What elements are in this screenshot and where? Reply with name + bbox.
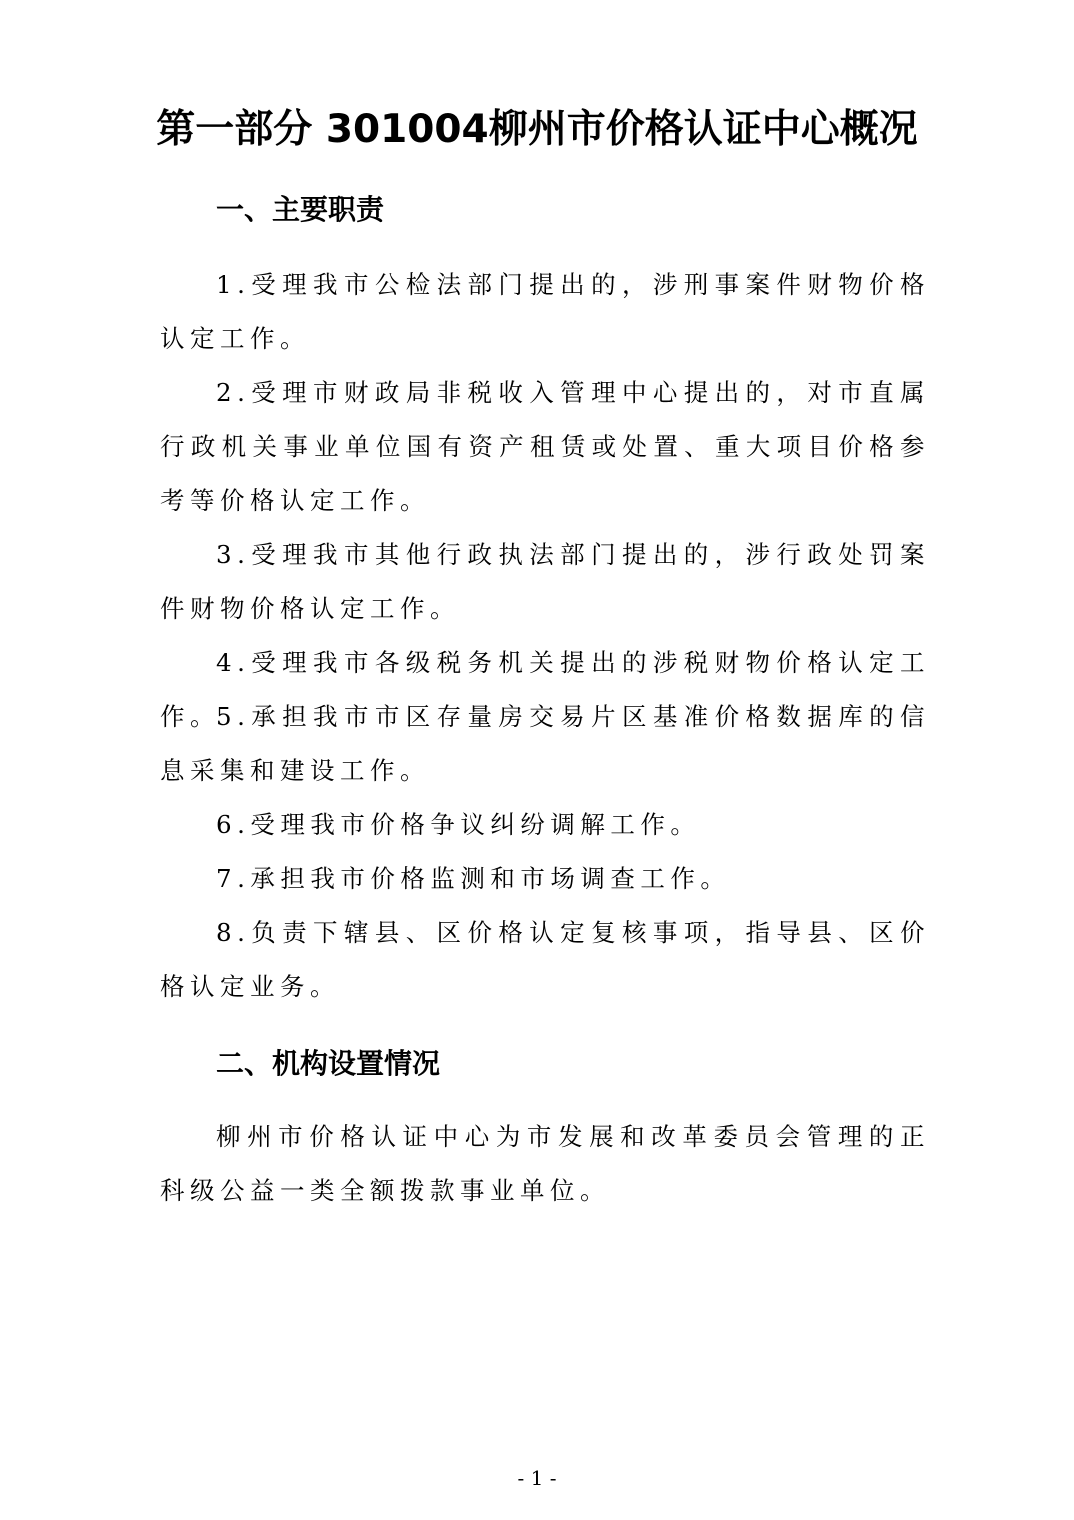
duty-paragraph-3: 3.受理我市其他行政执法部门提出的，涉行政处罚案件财物价格认定工作。	[160, 540, 930, 623]
duty-paragraph-5: 5.承担我市市区存量房交易片区基准价格数据库的信息采集和建设工作。	[160, 702, 930, 785]
page-title: 第一部分 301004柳州市价格认证中心概况	[156, 107, 918, 152]
duty-paragraph-7: 7.承担我市价格监测和市场调查工作。	[216, 864, 731, 893]
duty-paragraph-4: 4.受理我市各级税务机关提出的涉税财物价格认定工作。	[160, 648, 930, 731]
duty-paragraph-6: 6.受理我市价格争议纠纷调解工作。	[216, 810, 701, 839]
section-heading-organization: 二、机构设置情况	[216, 1047, 441, 1080]
duty-paragraph-2: 2.受理市财政局非税收入管理中心提出的，对市直属行政机关事业单位国有资产租赁或处置、重大项目价格参考等价格认定工作。	[160, 378, 930, 515]
section-heading-duties: 一、主要职责	[216, 193, 385, 226]
page-number: - 1 -	[517, 1466, 557, 1490]
duty-paragraph-8: 8.负责下辖县、区价格认定复核事项，指导县、区价格认定业务。	[160, 918, 930, 1001]
organization-paragraph: 柳州市价格认证中心为市发展和改革委员会管理的正科级公益一类全额拨款事业单位。	[160, 1122, 930, 1205]
duty-paragraph-1: 1.受理我市公检法部门提出的，涉刑事案件财物价格认定工作。	[160, 270, 930, 353]
